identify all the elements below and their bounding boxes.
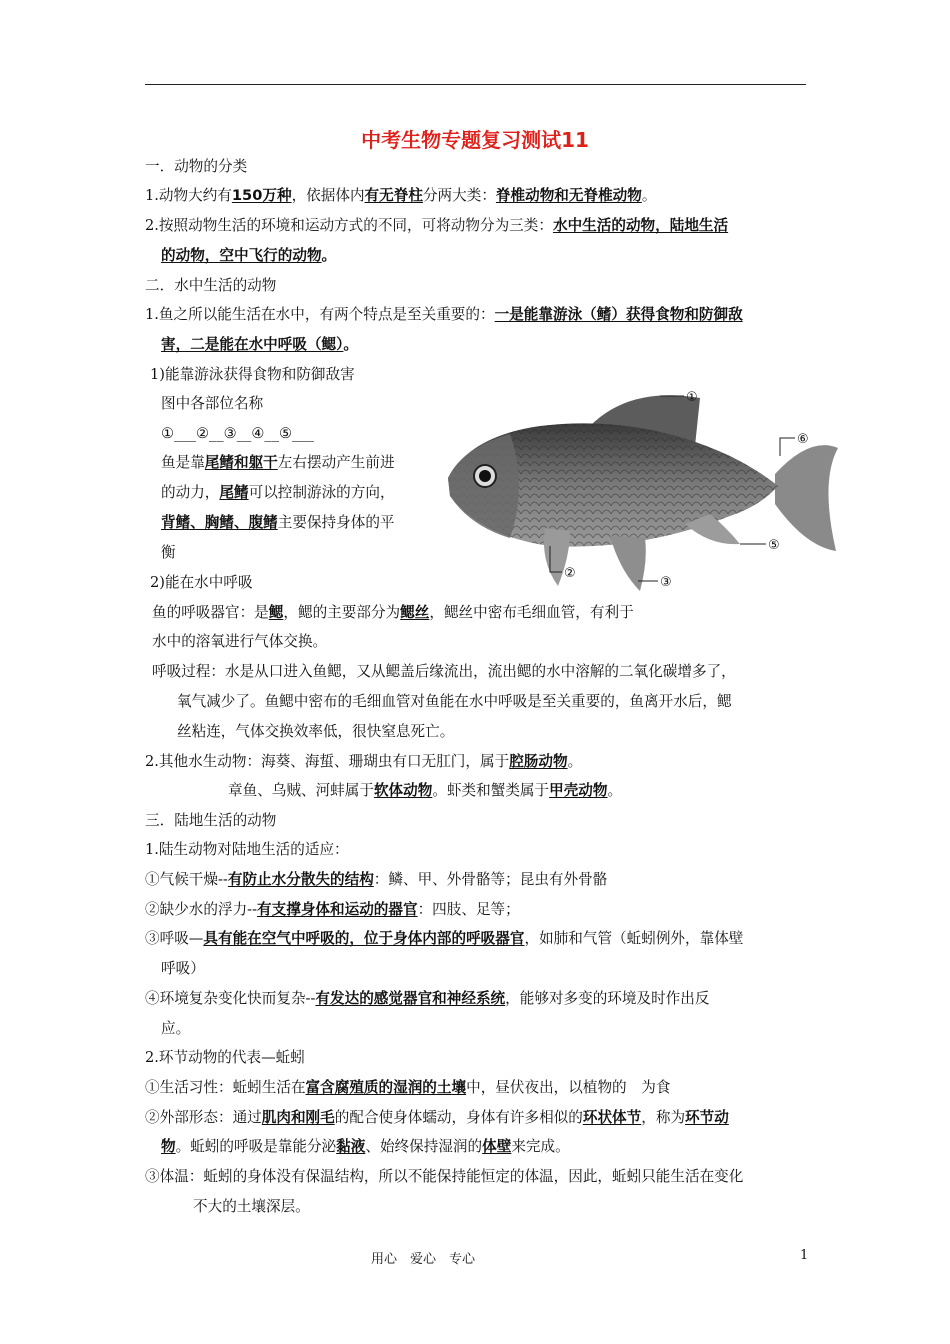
fish-illustration xyxy=(440,386,840,596)
paragraph: 氧气减少了。鱼鳃中密布的毛细血管对鱼能在水中呼吸是至关重要的，鱼离开水后，鳃 xyxy=(177,693,732,710)
subheading: 2)能在水中呼吸 xyxy=(150,574,253,591)
parts-blanks: ①___②__③__④__⑤___ xyxy=(161,425,314,442)
paragraph: ③呼吸—具有能在空气中呼吸的，位于身体内部的呼吸器官，如肺和气管（蚯蚓例外，靠体壁 xyxy=(145,930,744,947)
paragraph: 背鳍、胸鳍、腹鳍主要保持身体的平 xyxy=(161,514,395,531)
header-rule xyxy=(145,84,806,85)
paragraph: ②缺少水的浮力--有支撑身体和运动的器官：四肢、足等； xyxy=(145,901,520,918)
figure-caption: 图中各部位名称 xyxy=(161,395,264,412)
paragraph: 2.按照动物生活的环境和运动方式的不同，可将动物分为三类：水中生活的动物，陆地生活 xyxy=(145,217,729,234)
paragraph: 1.动物大约有150万种，依据体内有无脊柱分两大类：脊椎动物和无脊椎动物。 xyxy=(145,187,657,204)
paragraph: 物。蚯蚓的呼吸是靠能分泌黏液、始终保持湿润的体壁来完成。 xyxy=(161,1138,570,1155)
label-1: ① xyxy=(686,390,698,405)
section-heading: 一．动物的分类 xyxy=(145,158,248,175)
paragraph: 鱼是靠尾鳍和躯干左右摆动产生前进 xyxy=(161,454,395,471)
paragraph: 呼吸过程：水是从口进入鱼鳃，又从鳃盖后缘流出，流出鳃的水中溶解的二氧化碳增多了， xyxy=(152,663,736,680)
paragraph: ①气候干燥--有防止水分散失的结构：鳞、甲、外骨骼等；昆虫有外骨骼 xyxy=(145,871,608,888)
paragraph: 的动力，尾鳍可以控制游泳的方向， xyxy=(161,484,395,501)
paragraph: ④环境复杂变化快而复杂--有发达的感觉器官和神经系统，能够对多变的环境及时作出反 xyxy=(145,990,710,1007)
paragraph: 不大的土壤深层。 xyxy=(193,1198,310,1215)
paragraph: 1.鱼之所以能生活在水中，有两个特点是至关重要的：一是能靠游泳（鳍）获得食物和防御敌 xyxy=(145,306,743,323)
page-title: 中考生物专题复习测试11 xyxy=(361,128,589,152)
label-3: ③ xyxy=(660,575,672,590)
paragraph: 害，二是能在水中呼吸（鳃）。 xyxy=(161,336,359,353)
paragraph: 呼吸） xyxy=(161,960,205,977)
paragraph: 水中的溶氧进行气体交换。 xyxy=(152,633,328,650)
pelvic-fin xyxy=(610,536,646,591)
paragraph: 衡 xyxy=(161,544,176,561)
label-5: ⑤ xyxy=(768,538,780,553)
paragraph: 2.其他水生动物：海葵、海蜇、珊瑚虫有口无肛门，属于腔肠动物。 xyxy=(145,753,583,770)
section-heading: 二．水中生活的动物 xyxy=(145,277,277,294)
subheading: 1)能靠游泳获得食物和防御敌害 xyxy=(150,366,355,383)
paragraph: ③体温：蚯蚓的身体没有保温结构，所以不能保持能恒定的体温，因此，蚯蚓只能生活在变化 xyxy=(145,1168,744,1185)
paragraph: 2.环节动物的代表—蚯蚓 xyxy=(145,1049,305,1066)
paragraph: ①生活习性：蚯蚓生活在富含腐殖质的湿润的土壤中，昼伏夜出，以植物的 为食 xyxy=(145,1079,671,1096)
footer-motto: 用心 爱心 专心 xyxy=(371,1252,476,1267)
paragraph: 鱼的呼吸器官：是鳃，鳃的主要部分为鳃丝，鳃丝中密布毛细血管，有利于 xyxy=(152,604,634,621)
tail-fin xyxy=(775,445,838,551)
section-heading: 三．陆地生活的动物 xyxy=(145,812,277,829)
paragraph: 章鱼、乌贼、河蚌属于软体动物。虾类和蟹类属于甲壳动物。 xyxy=(228,782,623,799)
label-6: ⑥ xyxy=(797,432,809,447)
paragraph: 丝粘连，气体交换效率低，很快窒息死亡。 xyxy=(177,723,455,740)
paragraph: 应。 xyxy=(161,1020,191,1037)
paragraph: 1.陆生动物对陆地生活的适应： xyxy=(145,841,349,858)
paragraph: 的动物，空中飞行的动物。 xyxy=(161,247,337,264)
page-number: 1 xyxy=(800,1248,809,1263)
paragraph: ②外部形态：通过肌肉和刚毛的配合使身体蠕动，身体有许多相似的环状体节，称为环节动 xyxy=(145,1109,729,1126)
label-2: ② xyxy=(564,566,576,581)
